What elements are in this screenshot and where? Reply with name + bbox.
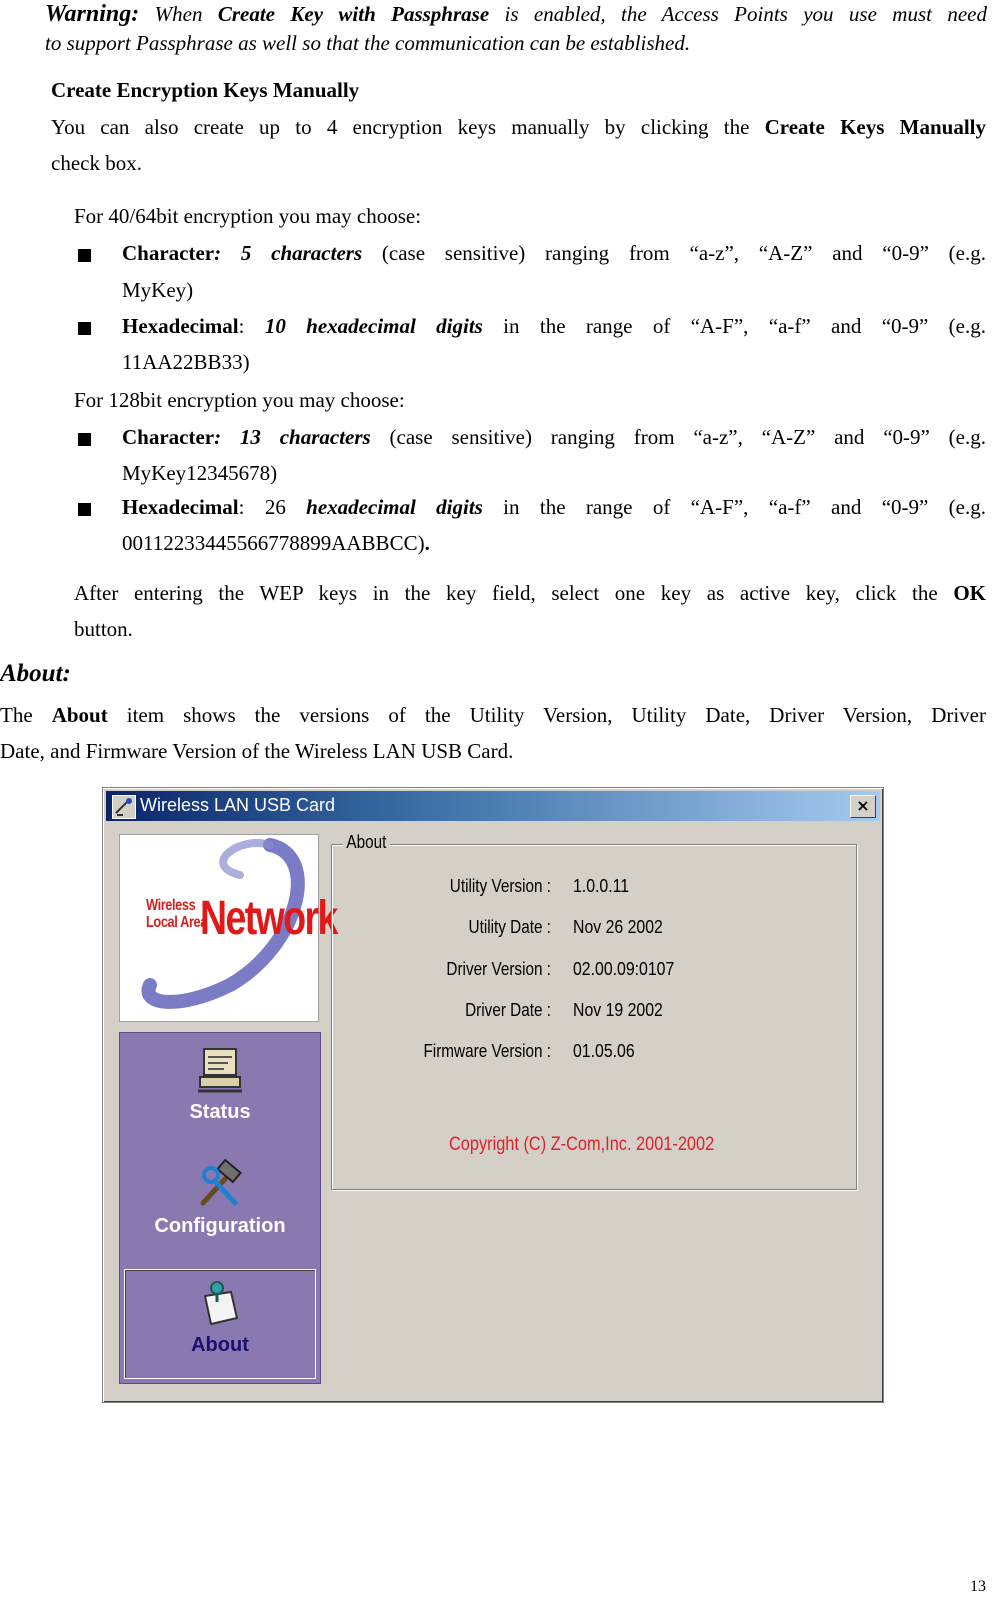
nav-sidebar xyxy=(119,1032,321,1384)
bullet-hex-128: Hexadecimal: 26 hexadecimal digits in the range of “A-F”, “a-f” and “0-9” (e.g. xyxy=(122,495,986,519)
window-title: Wireless LAN USB Card xyxy=(140,795,336,815)
bullet-square-icon xyxy=(78,503,91,516)
nav-about[interactable]: About xyxy=(124,1269,316,1379)
for64-text: For 40/64bit encryption you may choose: xyxy=(74,204,422,228)
bullet-hex-64: Hexadecimal: 10 hexadecimal digits in the range of “A-F”, “a-f” and “0-9” (e.g. xyxy=(122,314,986,338)
manual-para-line2: check box. xyxy=(51,151,142,175)
about-para-line1: The About item shows the versions of the Utility Version, Utility Date, Driver Version, Driver xyxy=(0,703,986,727)
manual-para-line1: You can also create up to 4 encryption keys manually by clicking the Create Keys Manually xyxy=(51,115,986,139)
copyright-text: Copyright (C) Z-Com,Inc. 2001-2002 xyxy=(449,1134,715,1155)
after-entering-para: After entering the WEP keys in the key field, select one key as active key, click the OK xyxy=(74,581,986,605)
app-antenna-icon xyxy=(112,795,136,819)
warning-note: Warning: When Create Key with Passphrase is enabled, the Access Points you use must need to support Passphrase as well so that the communication can be established. xyxy=(45,1,987,55)
network-logo: Wireless Local Area Network xyxy=(119,834,319,1022)
bullet-char-64: Character: 5 characters (case sensitive) ranging from “a-z”, “A-Z” and “0-9” (e.g. xyxy=(122,241,986,265)
bullet-square-icon xyxy=(78,249,91,262)
about-para-line2: Date, and Firmware Version of the Wireless LAN USB Card. xyxy=(0,739,514,763)
title-bar[interactable] xyxy=(106,791,880,821)
about-dialog-window: Wireless LAN USB Card × Wireless Local Area Network Status Configuration About About Utility Version : 1.0.0.11 Utility Date : Nov 26 2002 Driver Version : 02.00.09:0107 Driver Date : Nov 19 2002 Firmware Version : 01.05.06 Copyright (C) Z-Com,Inc. 2001-2002 xyxy=(102,787,884,1403)
status-monitor-icon xyxy=(196,1045,244,1095)
passphrase-term: Create Key with Passphrase xyxy=(217,2,490,26)
page-number: 13 xyxy=(970,1578,986,1595)
bullet-char-128: Character: 13 characters (case sensitive) ranging from “a-z”, “A-Z” and “0-9” (e.g. xyxy=(122,425,986,449)
about-groupbox-title: About xyxy=(343,832,390,853)
bullet-square-icon xyxy=(78,433,91,446)
warning-label: Warning: xyxy=(45,1,140,27)
bullet-square-icon xyxy=(78,322,91,335)
close-button[interactable]: × xyxy=(850,795,876,818)
nav-configuration[interactable]: Configuration xyxy=(120,1159,320,1238)
about-note-icon xyxy=(195,1278,245,1328)
nav-status[interactable]: Status xyxy=(120,1045,320,1124)
for128-text: For 128bit encryption you may choose: xyxy=(74,388,405,412)
section-heading-manual: Create Encryption Keys Manually xyxy=(51,78,360,102)
about-heading: About: xyxy=(0,660,71,687)
tools-hammer-icon xyxy=(195,1159,245,1209)
